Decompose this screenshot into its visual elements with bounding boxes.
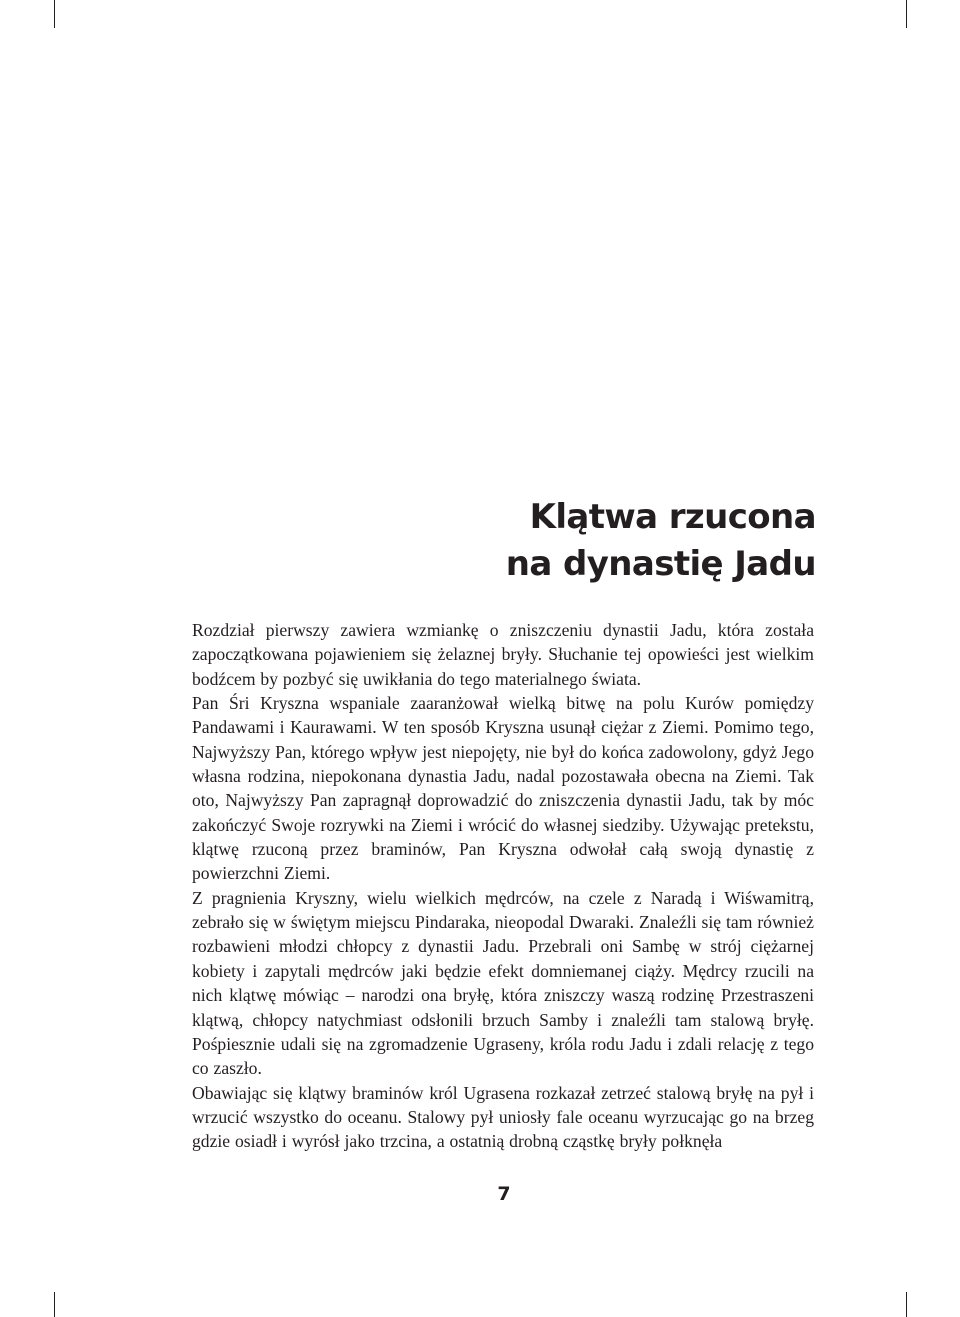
crop-mark-bottom-right [906,1292,907,1317]
crop-mark-top-right [906,0,907,28]
page-number: 7 [497,1183,511,1205]
chapter-title-line-1: Klątwa rzucona [529,497,816,537]
paragraph-3: Z pragnienia Kryszny, wielu wielkich mędrców, na czele z Naradą i Wiśwamitrą, zebrało się w świętym miejscu Pindaraka, nieopodal Dwaraki. Znaleźli się tam również rozbawieni młodzi chłopcy z dynastii Jadu. Przebrali oni Sambę w strój ciężarnej kobiety i zapytali mędrców jaki będzie efekt domniemanej ciąży. Mędrcy rzucili na nich klątwę mówiąc – narodzi ona bryłę, która zniszczy waszą rodzinę Przestraszeni klątwą, chłopcy natychmiast odsłonili brzuch Samby i znaleźli tam stalową bryłę. Pośpiesznie udali się na zgromadzenie Ugraseny, króla rodu Jadu i zdali relację z tego co zaszło. [192,887,814,1079]
paragraph-4: Obawiając się klątwy braminów król Ugrasena rozkazał zetrzeć stalową bryłę na pył i wrzucić wszystko do oceanu. Stalowy pył uniosły fale oceanu wyrzucając go na brzeg gdzie osiadł i wyrósł jako trzcina, a ostatnią drobną cząstkę bryły połknęła [192,1082,814,1152]
paragraph-1: Rozdział pierwszy zawiera wzmiankę o zniszczeniu dynastii Jadu, która została zapoczątkowana pojawieniem się żelaznej bryły. Słuchanie tej opowieści jest wielkim bodźcem by pozbyć się uwikłania do tego materialnego świata. [192,620,814,689]
chapter-title-line-2: na dynastię Jadu [505,544,816,584]
crop-mark-top-left [54,0,55,28]
paragraph-2: Pan Śri Kryszna wspaniale zaaranżował wielką bitwę na polu Kurów pomiędzy Pandawami i Kaurawami. W ten sposób Kryszna usunął ciężar z Ziemi. Pomimo tego, Najwyższy Pan, którego wpływ jest niepojęty, nie był do końca zadowolony, gdyż Jego własna rodzina, niepokonana dynastia Jadu, nadal pozostawała obecna na Ziemi. Tak oto, Najwyższy Pan zapragnął doprowadzić do zniszczenia dynastii Jadu, tak by móc zakończyć Swoje rozrywki na Ziemi i wrócić do własnej siedziby. Używając pretekstu, klątwę rzuconą przez braminów, Pan Kryszna odwołał całą swoją dynastię z powierzchni Ziemi. [192,693,814,884]
crop-mark-bottom-left [54,1292,55,1317]
chapter-body [192,618,814,1154]
chapter-title [192,494,816,588]
